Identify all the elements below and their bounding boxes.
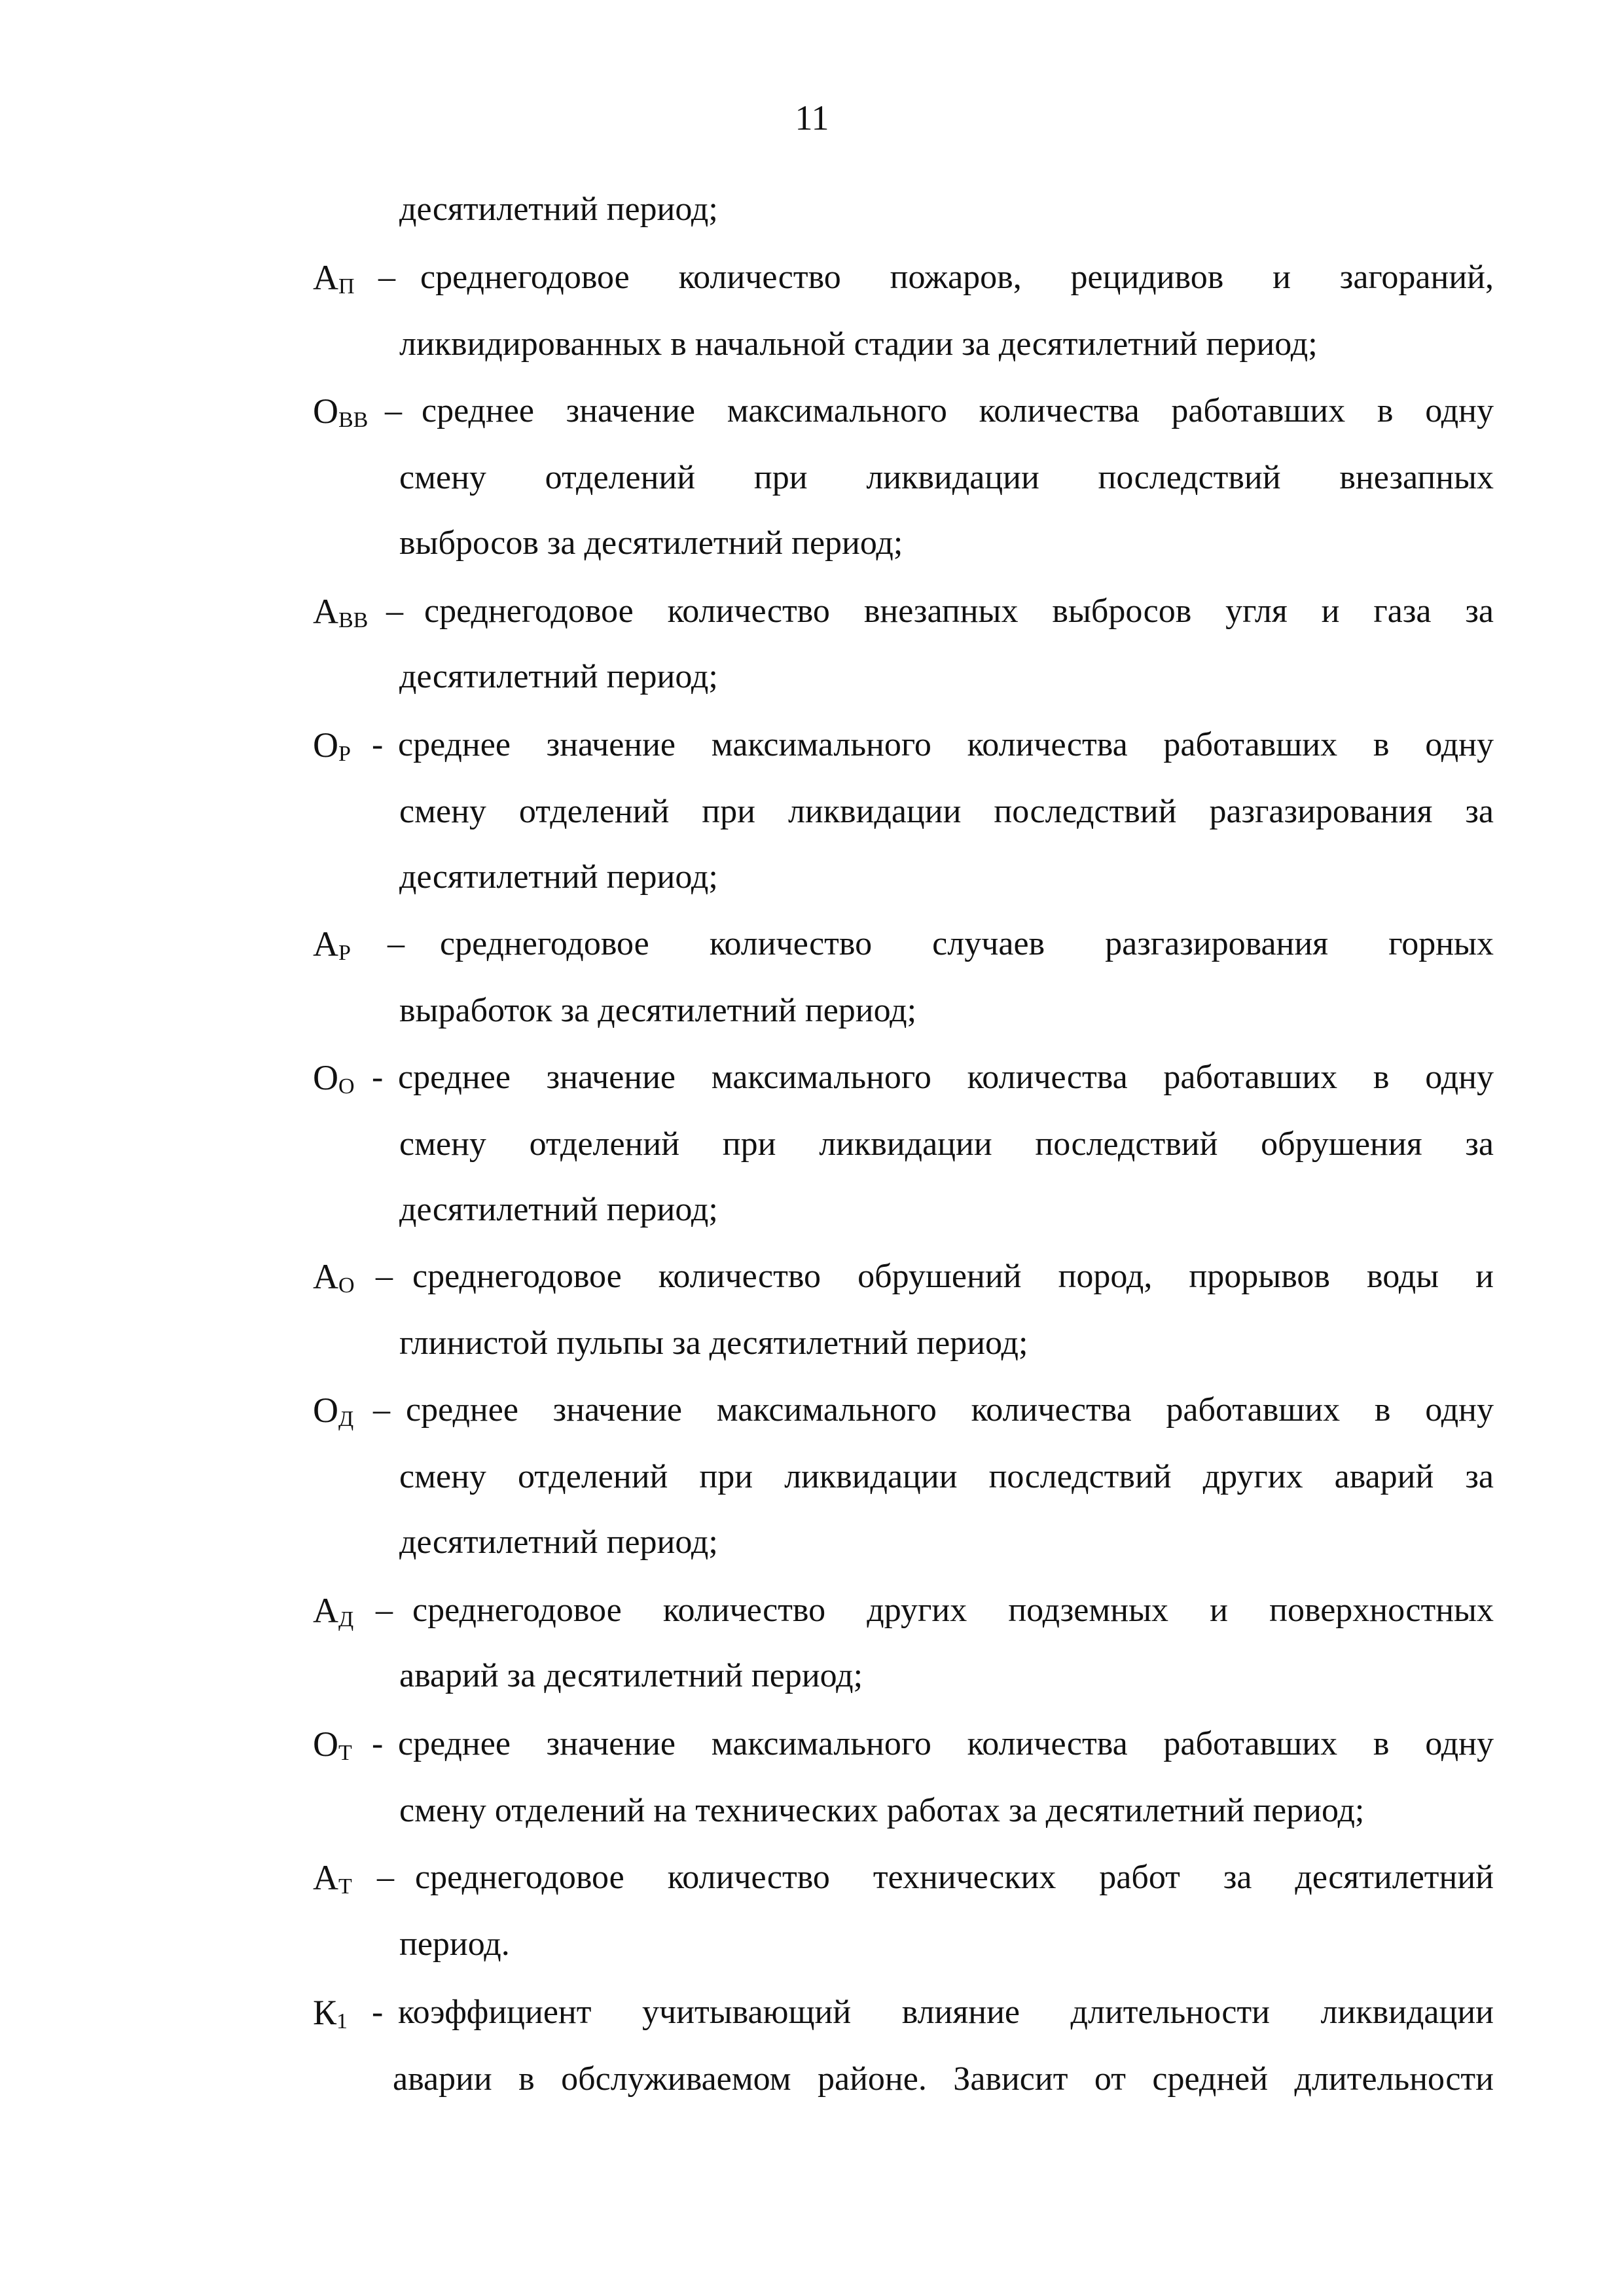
page-number: 11 bbox=[795, 98, 829, 137]
definition-avv-line2: десятилетний период; bbox=[399, 658, 718, 695]
definition-ar-line2: выработок за десятилетний период; bbox=[399, 992, 917, 1029]
symbol-ap: $А_П$ bbox=[313, 258, 355, 299]
definition-k1-line1: коэффициент учитывающий влияние длительности ликвидации bbox=[398, 1994, 1494, 2031]
definition-or-line1: среднее значение максимального количества работавших в одну bbox=[398, 726, 1494, 763]
definition-ovv-line2: смену отделений при ликвидации последствий внезапных bbox=[399, 459, 1494, 496]
definition-at-line1: среднегодовое количество технических работ за десятилетний bbox=[415, 1859, 1494, 1896]
definition-ao-line1: среднегодовое количество обрушений пород, прорывов воды и bbox=[412, 1258, 1494, 1295]
definition-ap-line2: ликвидированных в начальной стадии за десятилетний период; bbox=[399, 325, 1318, 363]
definition-avv-line1: среднегодовое количество внезапных выбросов угля и газа за bbox=[424, 592, 1494, 630]
intro-line: десятилетний период; bbox=[399, 191, 718, 228]
definition-ap-line1: среднегодовое количество пожаров, рецидивов и загораний, bbox=[420, 259, 1494, 296]
symbol-oo: $О_О$ bbox=[313, 1058, 355, 1099]
definition-at-line2: период. bbox=[399, 1925, 510, 1963]
definition-ar-line1: среднегодовое количество случаев разгазирования горных bbox=[440, 925, 1494, 962]
symbol-or: $О_Р$ bbox=[313, 725, 351, 766]
definition-ot-line1: среднее значение максимального количества работавших в одну bbox=[398, 1725, 1494, 1762]
definition-ovv-line1: среднее значение максимального количества работавших в одну bbox=[422, 392, 1494, 429]
dash-ao: – bbox=[376, 1258, 393, 1295]
dash-oo: - bbox=[372, 1059, 384, 1096]
symbol-ar: $А_Р$ bbox=[313, 924, 351, 965]
definition-od-line3: десятилетний период; bbox=[399, 1523, 718, 1561]
definition-ovv-line3: выбросов за десятилетний период; bbox=[399, 524, 903, 562]
definition-ad-line1: среднегодовое количество других подземных и поверхностных bbox=[412, 1592, 1494, 1629]
symbol-avv: $А_{ВВ}$ bbox=[313, 592, 369, 632]
definition-oo-line2: смену отделений при ликвидации последствий обрушения за bbox=[399, 1125, 1494, 1163]
symbol-ad: $А_Д$ bbox=[313, 1591, 354, 1631]
definition-od-line1: среднее значение максимального количества работавших в одну bbox=[406, 1391, 1494, 1429]
symbol-at: $А_Т$ bbox=[313, 1858, 352, 1899]
symbol-ovv: $О_{ВВ}$ bbox=[313, 392, 369, 432]
dash-avv: – bbox=[386, 592, 403, 630]
definition-or-line2: смену отделений при ликвидации последствий разгазирования за bbox=[399, 793, 1494, 830]
definition-ad-line2: аварий за десятилетний период; bbox=[399, 1657, 863, 1694]
dash-ot: - bbox=[372, 1725, 384, 1762]
dash-or: - bbox=[372, 726, 384, 763]
definition-k1-line2: аварии в обслуживаемом районе. Зависит от средней длительности bbox=[393, 2060, 1494, 2098]
dash-ovv: – bbox=[385, 392, 402, 429]
symbol-ao: $А_О$ bbox=[313, 1257, 355, 1298]
definition-ao-line2: глинистой пульпы за десятилетний период; bbox=[399, 1324, 1028, 1362]
dash-ar: – bbox=[388, 925, 405, 962]
dash-od: – bbox=[373, 1391, 390, 1429]
symbol-k1: $К_1$ bbox=[313, 1993, 348, 2033]
definition-ot-line2: смену отделений на технических работах за десятилетний период; bbox=[399, 1792, 1365, 1829]
dash-k1: - bbox=[372, 1994, 384, 2031]
definition-or-line3: десятилетний период; bbox=[399, 858, 718, 896]
definition-oo-line3: десятилетний период; bbox=[399, 1191, 718, 1228]
symbol-ot: $О_Т$ bbox=[313, 1724, 352, 1765]
symbol-od: $О_Д$ bbox=[313, 1391, 354, 1431]
definition-oo-line1: среднее значение максимального количества работавших в одну bbox=[398, 1059, 1494, 1096]
dash-at: – bbox=[377, 1859, 394, 1896]
dash-ad: – bbox=[376, 1592, 393, 1629]
dash-ap: – bbox=[378, 259, 395, 296]
definition-od-line2: смену отделений при ликвидации последствий других аварий за bbox=[399, 1458, 1494, 1495]
